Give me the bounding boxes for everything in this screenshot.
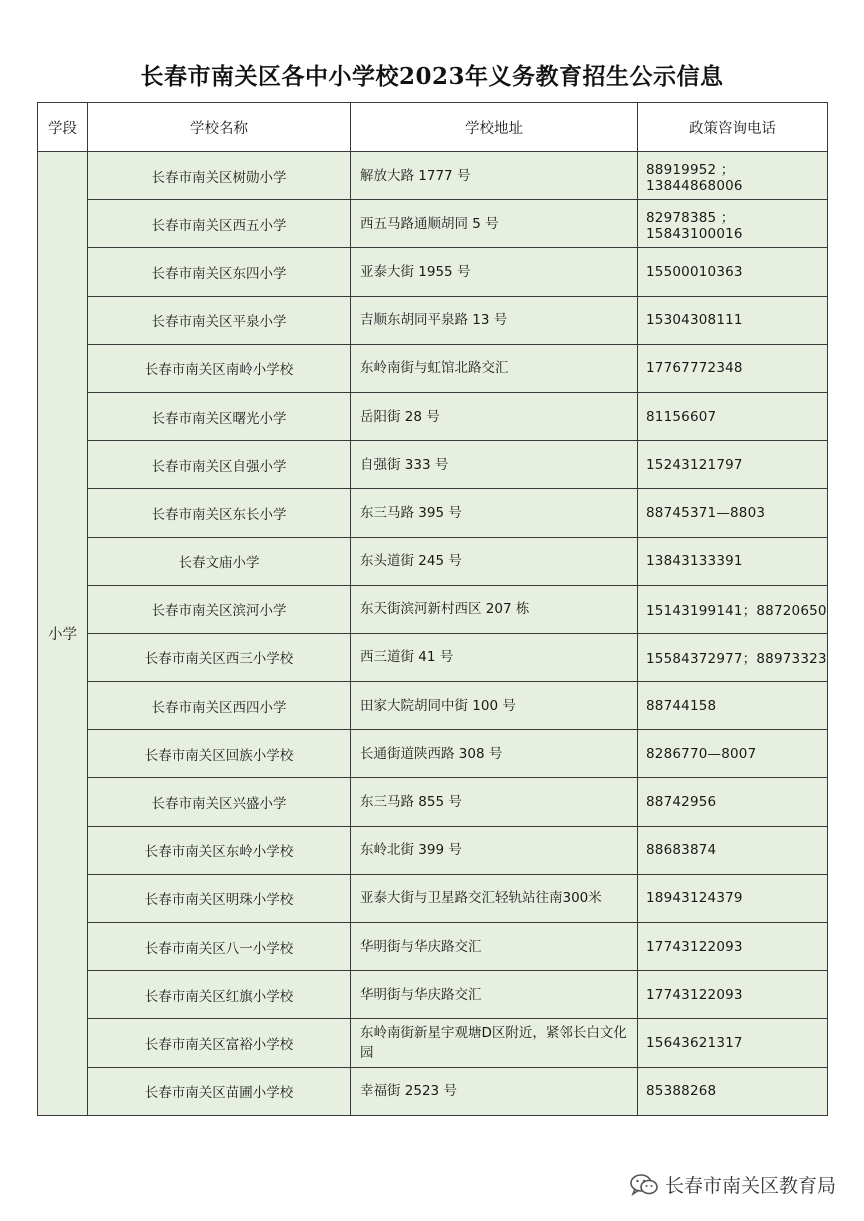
- table-row: [38, 441, 828, 489]
- header-phone: 政策咨询电话: [638, 103, 828, 152]
- school-address-cell: 西三道街 41 号: [351, 633, 638, 681]
- page-title: 长春市南关区各中小学校2023年义务教育招生公示信息: [140, 63, 724, 90]
- stage-cell: 小学: [38, 152, 88, 1116]
- school-address-cell: 西五马路通顺胡同 5 号: [351, 200, 638, 248]
- school-name-cell: 长春市南关区苗圃小学校: [88, 1067, 351, 1115]
- phone-cell: 88742956: [638, 778, 828, 826]
- phone-cell: 13843133391: [638, 537, 828, 585]
- table-row: [38, 200, 828, 248]
- school-address-cell: 东岭南街与虹馆北路交汇: [351, 344, 638, 392]
- school-name-cell: 长春市南关区西三小学校: [88, 633, 351, 681]
- school-name-cell: 长春市南关区八一小学校: [88, 923, 351, 971]
- school-address-cell: 东头道街 245 号: [351, 537, 638, 585]
- enrollment-table: [37, 102, 828, 1116]
- phone-cell: 17743122093: [638, 971, 828, 1019]
- phone-cell: 88683874: [638, 826, 828, 874]
- school-address-cell: 东三马路 395 号: [351, 489, 638, 537]
- table-row: [38, 296, 828, 344]
- school-name-cell: 长春市南关区南岭小学校: [88, 344, 351, 392]
- phone-cell: 88745371—8803: [638, 489, 828, 537]
- table-row: [38, 1067, 828, 1115]
- phone-cell: 18943124379: [638, 874, 828, 922]
- table-row: [38, 489, 828, 537]
- school-name-cell: 长春市南关区自强小学: [88, 441, 351, 489]
- table-row: [38, 633, 828, 681]
- header-school-address: 学校地址: [351, 103, 638, 152]
- school-address-cell: 东天街滨河新村西区 207 栋: [351, 585, 638, 633]
- school-address-cell: 亚泰大街与卫星路交汇轻轨站往南300米: [351, 874, 638, 922]
- school-address-cell: 吉顺东胡同平泉路 13 号: [351, 296, 638, 344]
- phone-cell: 17743122093: [638, 923, 828, 971]
- school-address-cell: 幸福街 2523 号: [351, 1067, 638, 1115]
- phone-cell: 15584372977；88973323: [638, 633, 828, 681]
- header-stage: 学段: [38, 103, 88, 152]
- table-header-row: [38, 103, 828, 152]
- school-name-cell: 长春市南关区明珠小学校: [88, 874, 351, 922]
- school-address-cell: 田家大院胡同中街 100 号: [351, 682, 638, 730]
- header-school-name: 学校名称: [88, 103, 351, 152]
- school-address-cell: 自强街 333 号: [351, 441, 638, 489]
- school-name-cell: 长春市南关区兴盛小学: [88, 778, 351, 826]
- table-row: [38, 248, 828, 296]
- school-address-cell: 长通街道陕西路 308 号: [351, 730, 638, 778]
- table-row: [38, 874, 828, 922]
- school-name-cell: 长春市南关区富裕小学校: [88, 1019, 351, 1067]
- school-address-cell: 岳阳街 28 号: [351, 392, 638, 440]
- school-name-cell: 长春市南关区西四小学: [88, 682, 351, 730]
- school-name-cell: 长春市南关区回族小学校: [88, 730, 351, 778]
- school-name-cell: 长春市南关区树勋小学: [88, 152, 351, 200]
- table-row: [38, 392, 828, 440]
- phone-cell: 88744158: [638, 682, 828, 730]
- school-address-cell: 华明街与华庆路交汇: [351, 971, 638, 1019]
- table-row: [38, 778, 828, 826]
- table-row: [38, 730, 828, 778]
- phone-cell: 15143199141；88720650: [638, 585, 828, 633]
- school-address-cell: 华明街与华庆路交汇: [351, 923, 638, 971]
- wechat-icon: [629, 1173, 659, 1197]
- table-row: [38, 585, 828, 633]
- table-row: [38, 344, 828, 392]
- school-name-cell: 长春市南关区红旗小学校: [88, 971, 351, 1019]
- phone-cell: 15500010363: [638, 248, 828, 296]
- table-row: [38, 537, 828, 585]
- table-row: [38, 971, 828, 1019]
- phone-cell: 15304308111: [638, 296, 828, 344]
- table-row: [38, 152, 828, 200]
- school-name-cell: 长春市南关区西五小学: [88, 200, 351, 248]
- phone-cell: 81156607: [638, 392, 828, 440]
- phone-cell: 15643621317: [638, 1019, 828, 1067]
- school-address-cell: 东三马路 855 号: [351, 778, 638, 826]
- school-name-cell: 长春市南关区平泉小学: [88, 296, 351, 344]
- school-address-cell: 东岭北街 399 号: [351, 826, 638, 874]
- school-address-cell: 亚泰大街 1955 号: [351, 248, 638, 296]
- phone-cell: 88919952 ；13844868006: [638, 152, 828, 200]
- table-row: [38, 923, 828, 971]
- phone-cell: 8286770—8007: [638, 730, 828, 778]
- school-name-cell: 长春市南关区东岭小学校: [88, 826, 351, 874]
- school-name-cell: 长春市南关区东四小学: [88, 248, 351, 296]
- table-row: [38, 1019, 828, 1067]
- phone-cell: 17767772348: [638, 344, 828, 392]
- table-row: [38, 682, 828, 730]
- table-row: [38, 826, 828, 874]
- watermark-text: 长春市南关区教育局: [664, 1175, 836, 1197]
- school-address-cell: 东岭南街新星宇观塘D区附近，紧邻长白文化园: [351, 1019, 638, 1067]
- school-name-cell: 长春文庙小学: [88, 537, 351, 585]
- school-name-cell: 长春市南关区曙光小学: [88, 392, 351, 440]
- phone-cell: 15243121797: [638, 441, 828, 489]
- phone-cell: 85388268: [638, 1067, 828, 1115]
- school-name-cell: 长春市南关区东长小学: [88, 489, 351, 537]
- phone-cell: 82978385 ；15843100016: [638, 200, 828, 248]
- school-name-cell: 长春市南关区滨河小学: [88, 585, 351, 633]
- school-address-cell: 解放大路 1777 号: [351, 152, 638, 200]
- source-watermark: [629, 1171, 836, 1198]
